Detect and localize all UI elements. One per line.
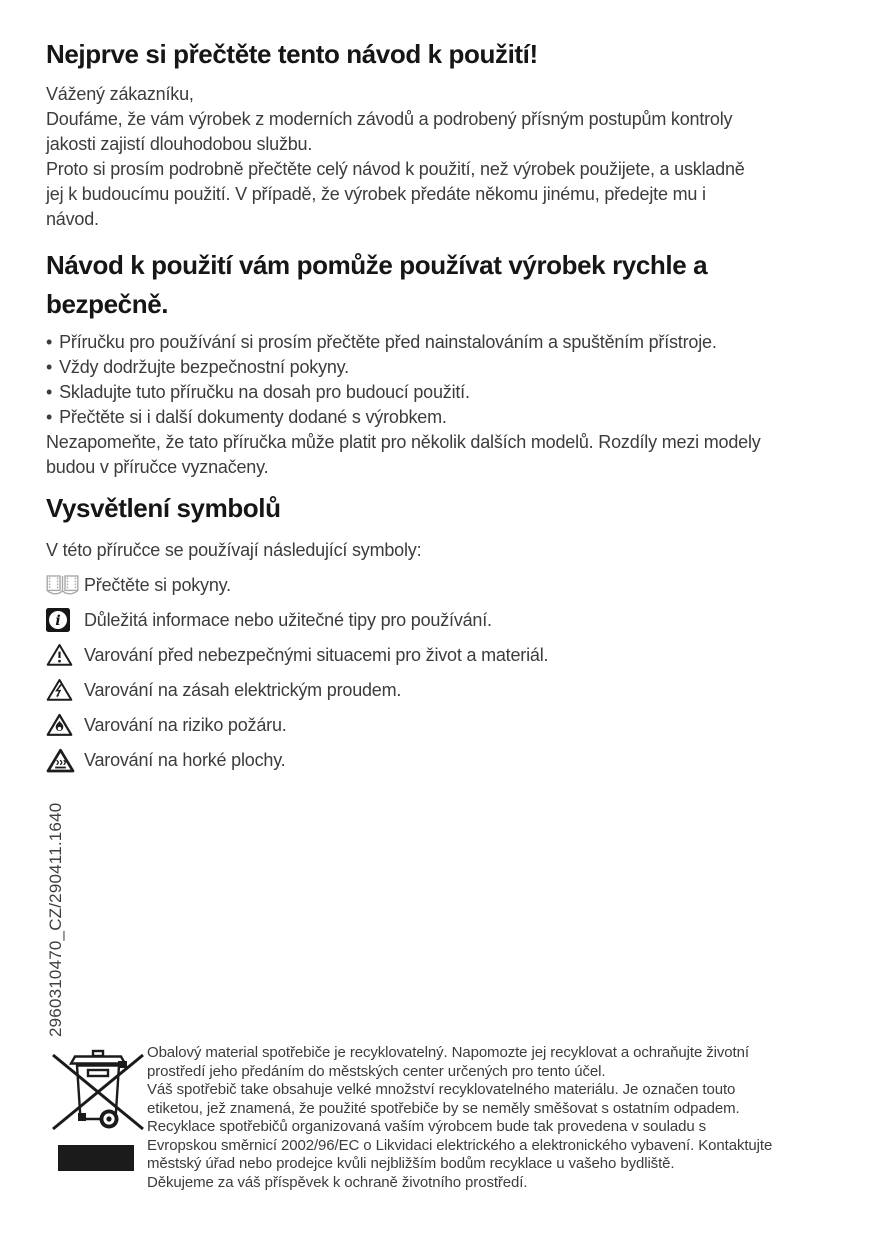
weee-crossed-out-bin-icon: [52, 1048, 144, 1141]
symbol-row: [46, 642, 548, 668]
info-icon: [46, 608, 84, 632]
recycling-line: Recyklace spotřebičů organizovaná vaším výrobcem bude tak provedena v souladu s: [147, 1118, 707, 1135]
symbol-row: [46, 677, 548, 703]
black-bar: [58, 1145, 134, 1171]
symbol-label: Varování na zásah elektrickým proudem.: [84, 679, 402, 700]
recycling-line: Evropskou směrnicí 2002/96/EC o Likvidaci elektrického a elektronického vybavení. Kontaktujte: [147, 1136, 773, 1154]
symbol-row: [46, 712, 548, 738]
symbol-row: [46, 747, 548, 773]
bullet-item: • Skladujte tuto příručku na dosah pro budoucí použití.: [46, 380, 761, 405]
document-code: 2960310470_CZ/290411.1640: [46, 802, 65, 1037]
section-title-line: Návod k použití vám pomůže používat výrobek rychle a: [46, 250, 708, 280]
symbol-label: Varování na horké plochy.: [84, 749, 286, 770]
hot-surface-warning-icon: [46, 748, 84, 773]
symbol-label: Přečtěte si pokyny.: [84, 574, 231, 595]
fire-warning-icon: [46, 713, 84, 737]
paragraph-line: jej k budoucímu použití. V případě, že výrobek předáte někomu jinému, předejte mu i: [46, 184, 706, 204]
paragraph-line: Doufáme, že vám výrobek z moderních závodů a podrobený přísným postupům kontroly: [46, 109, 733, 129]
section-read-first: [46, 38, 745, 232]
note-line: Nezapomeňte, že tato příručka může platit pro několik dalších modelů. Rozdíly mezi modely: [46, 432, 761, 452]
section-title-symbols: Vysvětlení symbolů: [46, 493, 281, 523]
section-title-line: bezpečně.: [46, 289, 169, 319]
bullet-item: • Vždy dodržujte bezpečnostní pokyny.: [46, 355, 761, 380]
symbol-label: Důležitá informace nebo užitečné tipy pro používání.: [84, 609, 492, 630]
recycling-line: etiketou, jež znamená, že použité spotřebiče by se neměly směšovat s ostatním odpadem.: [147, 1099, 740, 1117]
symbol-label: Varování před nebezpečnými situacemi pro život a materiál.: [84, 644, 549, 665]
section-symbols: [46, 492, 548, 773]
svg-text:i: i: [55, 613, 61, 630]
recycling-line: Děkujeme za váš příspěvek k ochraně životního prostředí.: [147, 1173, 528, 1191]
recycling-line: prostředí jeho předáním do městských center určených pro tento účel.: [147, 1062, 606, 1080]
recycling-line: Obalový material spotřebiče je recyklovatelný. Napomozte jej recyklovat a ochraňujte životní: [147, 1044, 749, 1061]
symbols-intro: V této příručce se používají následující symboly:: [46, 540, 422, 560]
symbol-row: [46, 572, 548, 598]
paragraph-line: návod.: [46, 209, 99, 229]
paragraph-line: jakosti zajistí dlouhodobou službu.: [46, 134, 313, 154]
bullet-item: • Příručku pro používání si prosím přečtěte před nainstalováním a spuštěním přístroje.: [46, 330, 761, 355]
general-warning-icon: [46, 643, 84, 667]
section-usage: [46, 246, 761, 480]
intro-paragraph: [46, 82, 745, 232]
bullet-item: • Přečtěte si i další dokumenty dodané s výrobkem.: [46, 405, 761, 430]
recycling-line: Váš spotřebič take obsahuje velké množství recyklovatelného materiálu. Je označen touto: [147, 1081, 736, 1098]
usage-bullet-list: [46, 330, 761, 480]
open-book-icon: [46, 574, 84, 596]
note-line: budou v příručce vyznačeny.: [46, 457, 269, 477]
symbol-row: [46, 607, 548, 633]
section-title-usage: [46, 246, 761, 324]
section-title-read-first: Nejprve si přečtěte tento návod k použití!: [46, 39, 538, 69]
paragraph-line: Proto si prosím podrobně přečtěte celý návod k použití, než výrobek použijete, a uskladně: [46, 159, 745, 179]
symbol-label: Varování na riziko požáru.: [84, 714, 287, 735]
paragraph-line: Vážený zákazníku,: [46, 84, 194, 104]
recycling-line: městský úřad nebo prodejce kvůli nejbližším bodům recyklace u vašeho bydliště.: [147, 1155, 675, 1172]
electric-shock-warning-icon: [46, 678, 84, 702]
recycling-paragraph: [147, 1044, 772, 1192]
